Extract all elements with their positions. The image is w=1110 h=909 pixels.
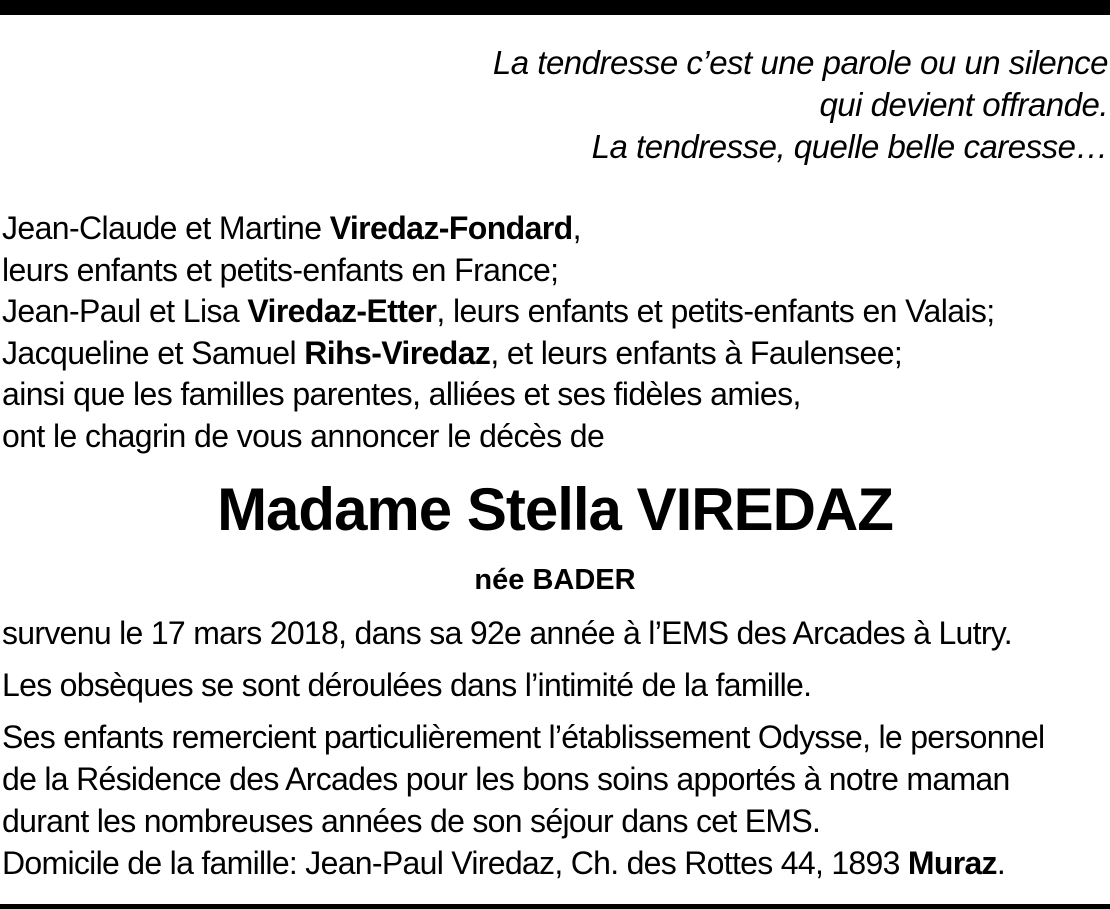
family-surname: Rihs-Viredaz	[304, 334, 491, 371]
family-surname: Viredaz-Fondard	[329, 210, 573, 246]
family-line: ont le chagrin de vous annoncer le décès de	[2, 417, 605, 454]
family-line: ainsi que les familles parentes, alliées et ses fidèles amies,	[2, 376, 801, 412]
deceased-name: Madame Stella VIREDAZ	[217, 476, 893, 543]
epigraph-quote	[208, 42, 1108, 168]
family-line: Jacqueline et Samuel Rihs-Viredaz, et leurs enfants à Faulensee;	[2, 334, 903, 371]
maiden-name: née BADER	[474, 564, 636, 596]
funeral-note: Les obsèques se sont déroulées dans l’intimité de la famille.	[2, 667, 812, 703]
top-rule	[0, 0, 1110, 15]
family-line: Jean-Claude et Martine Viredaz-Fondard,	[2, 210, 581, 246]
family-surname: Viredaz-Etter	[247, 293, 437, 329]
quote-line: La tendresse, quelle belle caresse…	[591, 128, 1108, 165]
family-domicile: Domicile de la famille: Jean-Paul Viredaz, Ch. des Rottes 44, 1893 Muraz.	[2, 845, 1006, 881]
domicile-town: Muraz	[907, 845, 997, 881]
bottom-rule	[0, 904, 1110, 909]
thanks-line: Ses enfants remercient particulièrement l’établissement Odysse, le personnel	[2, 719, 1045, 755]
family-line: Jean-Paul et Lisa Viredaz-Etter, leurs enfants et petits-enfants en Valais;	[2, 293, 995, 329]
notice-body	[2, 612, 1110, 884]
thanks-line: de la Résidence des Arcades pour les bons soins apportés à notre maman	[2, 761, 1010, 797]
quote-line: qui devient offrande.	[819, 86, 1108, 123]
family-announcement	[2, 208, 1102, 457]
thanks-line: durant les nombreuses années de son séjour dans cet EMS.	[2, 803, 821, 839]
family-line: leurs enfants et petits-enfants en France;	[2, 251, 559, 288]
death-details: survenu le 17 mars 2018, dans sa 92e année à l’EMS des Arcades à Lutry.	[2, 615, 1012, 651]
quote-line: La tendresse c’est une parole ou un silence	[492, 44, 1108, 81]
